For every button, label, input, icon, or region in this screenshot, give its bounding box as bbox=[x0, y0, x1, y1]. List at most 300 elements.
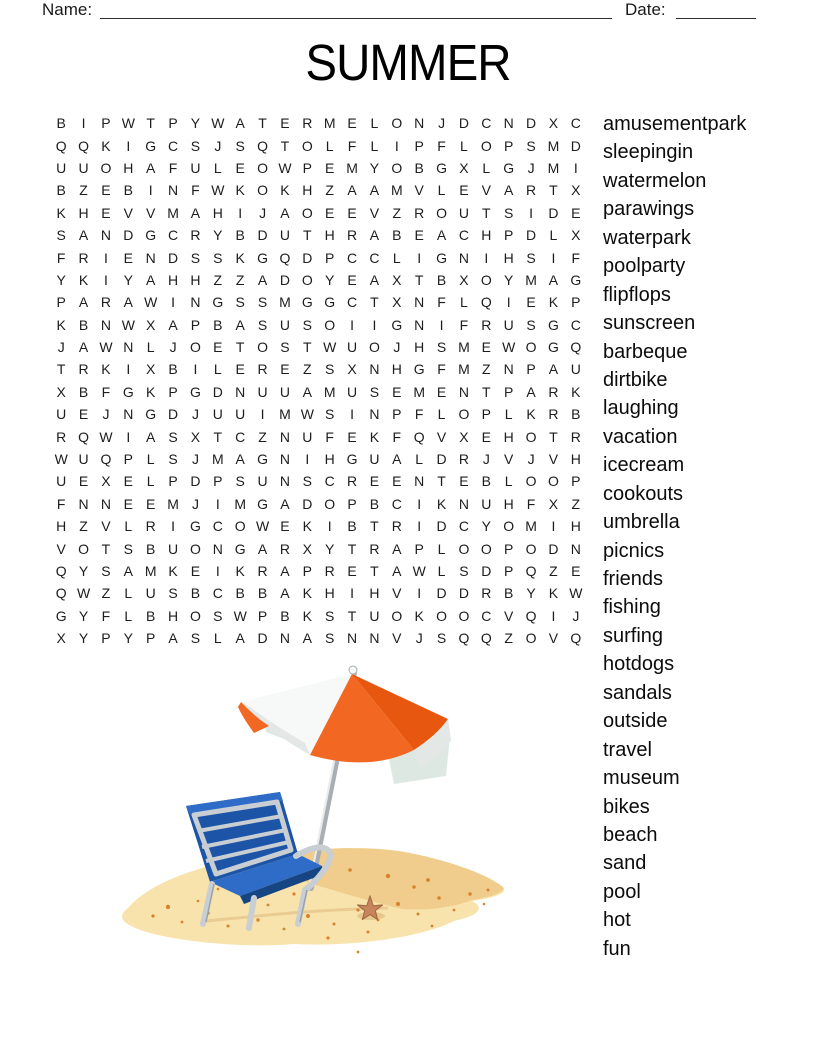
grid-cell: D bbox=[302, 249, 313, 266]
grid-cell: W bbox=[211, 182, 225, 199]
grid-cell: R bbox=[481, 585, 492, 602]
grid-cell: V bbox=[369, 204, 380, 221]
grid-cell: S bbox=[325, 406, 335, 423]
grid-cell: U bbox=[347, 383, 358, 400]
grid-cell: L bbox=[370, 137, 379, 154]
grid-cell: S bbox=[436, 630, 447, 647]
grid-cell: U bbox=[369, 451, 380, 468]
grid-cell: C bbox=[324, 473, 335, 490]
grid-cell: O bbox=[301, 137, 313, 154]
grid-cell: S bbox=[302, 316, 312, 333]
word-list-item: waterpark bbox=[603, 226, 691, 249]
grid-cell: K bbox=[78, 271, 89, 288]
grid-cell: E bbox=[459, 182, 469, 199]
grid-cell: T bbox=[370, 563, 379, 579]
grid-cell: E bbox=[347, 428, 357, 445]
grid-cell: T bbox=[213, 428, 223, 445]
grid-cell: E bbox=[280, 115, 290, 132]
grid-cell: G bbox=[391, 316, 403, 333]
grid-cell: L bbox=[437, 563, 446, 579]
grid-cell: W bbox=[76, 585, 91, 602]
grid-cell: P bbox=[325, 249, 335, 266]
grid-cell: R bbox=[324, 563, 335, 579]
word-list-item: bikes bbox=[603, 795, 650, 818]
grid-cell: A bbox=[369, 227, 380, 244]
grid-cell: S bbox=[325, 630, 335, 647]
grid-cell: E bbox=[347, 115, 357, 132]
grid-cell: Q bbox=[78, 137, 89, 154]
grid-cell: S bbox=[168, 451, 178, 468]
grid-cell: M bbox=[167, 495, 179, 512]
word-list-item: amusementpark bbox=[603, 113, 747, 135]
grid-cell: I bbox=[148, 182, 153, 199]
word-list-item: pool bbox=[603, 880, 641, 903]
grid-cell: F bbox=[56, 495, 66, 512]
puzzle-grid bbox=[50, 112, 587, 650]
grid-cell: A bbox=[280, 495, 290, 512]
grid-cell: K bbox=[302, 607, 312, 624]
word-list-item: sandals bbox=[603, 681, 672, 704]
grid-cell: N bbox=[414, 473, 425, 490]
grid-cell: G bbox=[346, 451, 358, 468]
grid-cell: Z bbox=[571, 495, 581, 512]
grid-cell: X bbox=[101, 473, 111, 490]
grid-cell: N bbox=[570, 540, 581, 557]
grid-cell: O bbox=[391, 115, 403, 132]
grid-cell: Y bbox=[56, 271, 66, 288]
grid-cell: T bbox=[482, 383, 491, 400]
word-list-item: museum bbox=[603, 767, 680, 790]
grid-cell: U bbox=[168, 540, 179, 557]
grid-cell: L bbox=[460, 137, 468, 154]
grid-cell: J bbox=[214, 137, 222, 154]
grid-cell: W bbox=[569, 585, 583, 602]
grid-cell: U bbox=[279, 227, 290, 244]
grid-cell: I bbox=[215, 495, 220, 512]
grid-cell: A bbox=[235, 630, 245, 647]
grid-cell: P bbox=[168, 473, 178, 490]
grid-cell: P bbox=[504, 563, 514, 579]
grid-cell: F bbox=[56, 249, 66, 266]
grid-cell: P bbox=[190, 316, 201, 333]
grid-cell: A bbox=[190, 204, 201, 221]
grid-cell: A bbox=[168, 316, 178, 333]
grid-cell: V bbox=[101, 518, 111, 535]
grid-cell: B bbox=[213, 316, 223, 333]
grid-cell: A bbox=[78, 294, 89, 311]
grid-cell: X bbox=[548, 115, 559, 132]
grid-cell: P bbox=[526, 361, 536, 378]
grid-cell: K bbox=[56, 204, 66, 221]
grid-cell: V bbox=[504, 451, 514, 468]
grid-cell: S bbox=[213, 249, 223, 266]
grid-cell: C bbox=[481, 115, 492, 132]
grid-cell: P bbox=[101, 115, 111, 132]
grid-cell: J bbox=[102, 406, 110, 423]
grid-cell: Q bbox=[480, 294, 492, 311]
grid-cell: I bbox=[126, 428, 131, 445]
grid-cell: V bbox=[392, 585, 402, 602]
grid-cell: O bbox=[525, 339, 537, 356]
grid-cell: I bbox=[573, 159, 578, 176]
grid-cell: T bbox=[414, 271, 424, 288]
grid-cell: G bbox=[257, 495, 268, 512]
grid-cell: K bbox=[235, 249, 245, 266]
grid-cell: G bbox=[257, 451, 268, 468]
grid-cell: E bbox=[526, 294, 536, 311]
grid-cell: O bbox=[324, 495, 336, 512]
grid-cell: U bbox=[235, 406, 246, 423]
grid-cell: B bbox=[56, 182, 66, 199]
grid-cell: T bbox=[549, 428, 558, 445]
grid-cell: E bbox=[123, 495, 133, 512]
grid-cell: Y bbox=[504, 271, 514, 288]
grid-cell: X bbox=[459, 428, 469, 445]
grid-cell: Q bbox=[78, 428, 89, 445]
grid-cell: P bbox=[168, 115, 178, 132]
grid-cell: Y bbox=[325, 271, 335, 288]
grid-cell: I bbox=[103, 271, 108, 288]
grid-cell: W bbox=[211, 115, 225, 132]
grid-cell: A bbox=[548, 361, 559, 378]
grid-cell: S bbox=[257, 316, 268, 333]
grid-cell: R bbox=[302, 115, 313, 132]
grid-cell: E bbox=[459, 473, 469, 490]
grid-cell: N bbox=[414, 294, 425, 311]
grid-cell: B bbox=[347, 518, 357, 535]
grid-cell: B bbox=[235, 227, 245, 244]
grid-cell: S bbox=[56, 227, 66, 244]
grid-cell: K bbox=[235, 563, 245, 579]
grid-cell: O bbox=[189, 540, 201, 557]
grid-cell: N bbox=[235, 383, 246, 400]
grid-cell: P bbox=[504, 137, 514, 154]
grid-cell: E bbox=[481, 339, 491, 356]
grid-cell: I bbox=[103, 249, 108, 266]
grid-cell: Q bbox=[525, 563, 537, 579]
grid-cell: N bbox=[279, 630, 290, 647]
grid-cell: Z bbox=[79, 518, 88, 535]
grid-cell: R bbox=[526, 182, 537, 199]
grid-cell: Q bbox=[257, 137, 268, 154]
grid-cell: E bbox=[325, 204, 335, 221]
grid-cell: K bbox=[436, 495, 447, 512]
grid-cell: C bbox=[212, 518, 223, 535]
grid-cell: G bbox=[145, 227, 157, 244]
grid-cell: R bbox=[548, 406, 559, 423]
grid-cell: D bbox=[190, 473, 201, 490]
grid-cell: S bbox=[123, 540, 133, 557]
grid-cell: M bbox=[525, 271, 537, 288]
grid-cell: P bbox=[101, 630, 111, 647]
grid-cell: Z bbox=[504, 630, 513, 647]
grid-cell: O bbox=[257, 339, 268, 356]
grid-cell: C bbox=[570, 316, 581, 333]
grid-cell: I bbox=[238, 204, 243, 221]
grid-cell: S bbox=[436, 339, 447, 356]
grid-cell: N bbox=[279, 451, 290, 468]
grid-cell: L bbox=[325, 137, 334, 154]
grid-cell: T bbox=[303, 227, 312, 244]
grid-cell: M bbox=[547, 137, 560, 154]
grid-cell: P bbox=[347, 495, 357, 512]
grid-cell: G bbox=[413, 361, 425, 378]
grid-cell: B bbox=[168, 361, 178, 378]
grid-cell: M bbox=[323, 115, 336, 132]
grid-cell: O bbox=[257, 159, 268, 176]
grid-cell: O bbox=[458, 540, 470, 557]
grid-cell: X bbox=[190, 428, 201, 445]
name-write-line bbox=[100, 18, 612, 19]
grid-cell: A bbox=[280, 585, 290, 602]
grid-cell: Z bbox=[79, 182, 88, 199]
grid-cell: E bbox=[571, 563, 581, 579]
grid-cell: D bbox=[548, 204, 559, 221]
grid-cell: D bbox=[436, 451, 447, 468]
grid-cell: N bbox=[168, 182, 179, 199]
grid-cell: A bbox=[146, 271, 156, 288]
grid-cell: Q bbox=[525, 607, 537, 624]
grid-cell: X bbox=[459, 159, 469, 176]
grid-cell: Y bbox=[78, 607, 89, 624]
grid-cell: D bbox=[168, 249, 179, 266]
grid-cell: Q bbox=[480, 630, 492, 647]
grid-cell: R bbox=[548, 383, 559, 400]
grid-cell: S bbox=[459, 563, 469, 579]
grid-cell: D bbox=[548, 540, 559, 557]
grid-cell: J bbox=[527, 159, 535, 176]
grid-cell: D bbox=[257, 630, 268, 647]
grid-cell: M bbox=[458, 339, 470, 356]
grid-cell: O bbox=[480, 137, 492, 154]
word-list bbox=[603, 110, 746, 963]
grid-cell: O bbox=[324, 316, 336, 333]
grid-cell: G bbox=[436, 249, 447, 266]
grid-cell: M bbox=[279, 294, 291, 311]
grid-cell: H bbox=[369, 585, 380, 602]
grid-cell: H bbox=[414, 339, 425, 356]
grid-cell: Y bbox=[325, 540, 335, 557]
grid-cell: H bbox=[503, 495, 514, 512]
grid-cell: P bbox=[213, 473, 223, 490]
grid-cell: P bbox=[392, 406, 402, 423]
grid-cell: J bbox=[259, 204, 267, 221]
grid-cell: C bbox=[570, 115, 581, 132]
grid-cell: H bbox=[503, 428, 514, 445]
grid-cell: T bbox=[235, 339, 245, 356]
grid-cell: U bbox=[279, 316, 290, 333]
grid-cell: Q bbox=[458, 630, 470, 647]
grid-cell: L bbox=[437, 540, 446, 557]
grid-cell: R bbox=[100, 294, 111, 311]
grid-cell: Z bbox=[392, 204, 402, 221]
grid-cell: L bbox=[392, 249, 401, 266]
grid-cell: W bbox=[502, 339, 516, 356]
grid-cell: N bbox=[100, 227, 111, 244]
grid-cell: L bbox=[146, 451, 155, 468]
grid-cell: A bbox=[146, 428, 156, 445]
grid-cell: O bbox=[100, 159, 112, 176]
grid-cell: I bbox=[350, 406, 354, 423]
grid-cell: P bbox=[414, 137, 424, 154]
grid-cell: M bbox=[234, 495, 247, 512]
grid-cell: H bbox=[324, 585, 335, 602]
grid-cell: K bbox=[235, 182, 245, 199]
grid-cell: D bbox=[257, 227, 268, 244]
grid-cell: O bbox=[234, 518, 246, 535]
grid-cell: A bbox=[347, 182, 357, 199]
grid-cell: N bbox=[100, 316, 111, 333]
grid-cell: R bbox=[347, 227, 358, 244]
grid-cell: N bbox=[279, 428, 290, 445]
grid-cell: S bbox=[325, 361, 335, 378]
grid-cell: U bbox=[56, 473, 67, 490]
grid-cell: U bbox=[302, 428, 313, 445]
grid-cell: E bbox=[347, 563, 357, 579]
grid-cell: A bbox=[392, 540, 402, 557]
grid-cell: U bbox=[279, 383, 290, 400]
grid-cell: Y bbox=[123, 630, 133, 647]
grid-cell: F bbox=[414, 406, 424, 423]
grid-cell: R bbox=[78, 361, 89, 378]
grid-cell: F bbox=[571, 249, 581, 266]
grid-cell: P bbox=[571, 473, 581, 490]
grid-cell: L bbox=[124, 585, 133, 602]
grid-cell: B bbox=[78, 383, 89, 400]
grid-cell: B bbox=[257, 585, 268, 602]
grid-cell: P bbox=[146, 630, 156, 647]
grid-cell: Q bbox=[100, 451, 112, 468]
grid-cell: Y bbox=[78, 563, 89, 579]
grid-cell: E bbox=[280, 361, 290, 378]
grid-cell: Y bbox=[369, 159, 380, 176]
grid-cell: N bbox=[369, 361, 380, 378]
grid-cell: A bbox=[235, 316, 245, 333]
grid-cell: I bbox=[327, 518, 332, 535]
grid-cell: B bbox=[146, 607, 156, 624]
grid-cell: O bbox=[189, 607, 201, 624]
grid-cell: U bbox=[503, 316, 514, 333]
grid-cell: V bbox=[436, 428, 447, 445]
grid-cell: M bbox=[144, 563, 157, 579]
grid-cell: M bbox=[525, 518, 537, 535]
grid-cell: B bbox=[392, 227, 402, 244]
grid-cell: I bbox=[305, 451, 310, 468]
grid-cell: C bbox=[391, 495, 402, 512]
grid-cell: W bbox=[144, 294, 158, 311]
grid-cell: X bbox=[571, 227, 581, 244]
grid-cell: D bbox=[123, 227, 134, 244]
grid-cell: F bbox=[437, 294, 446, 311]
grid-cell: B bbox=[123, 182, 133, 199]
grid-cell: J bbox=[482, 451, 490, 468]
grid-cell: U bbox=[257, 473, 268, 490]
grid-cell: R bbox=[78, 249, 89, 266]
grid-cell: X bbox=[56, 383, 66, 400]
grid-cell: M bbox=[211, 451, 224, 468]
grid-cell: A bbox=[369, 271, 380, 288]
grid-cell: B bbox=[280, 607, 290, 624]
grid-cell: Y bbox=[213, 227, 223, 244]
grid-cell: R bbox=[145, 518, 156, 535]
grid-cell: I bbox=[215, 563, 220, 579]
word-list-item: surfing bbox=[603, 624, 664, 647]
grid-cell: G bbox=[570, 271, 582, 288]
grid-cell: Z bbox=[213, 271, 223, 288]
grid-cell: M bbox=[323, 383, 336, 400]
grid-cell: O bbox=[391, 607, 403, 624]
word-list-item: sand bbox=[603, 852, 647, 875]
grid-cell: J bbox=[191, 451, 199, 468]
grid-cell: D bbox=[458, 585, 469, 602]
grid-cell: E bbox=[369, 473, 380, 490]
grid-cell: Y bbox=[526, 585, 536, 602]
grid-cell: A bbox=[123, 563, 133, 579]
grid-cell: U bbox=[369, 607, 380, 624]
grid-cell: B bbox=[414, 159, 424, 176]
grid-cell: D bbox=[526, 115, 537, 132]
grid-cell: D bbox=[212, 383, 223, 400]
grid-cell: E bbox=[481, 428, 491, 445]
word-list-item: beach bbox=[603, 823, 658, 846]
grid-cell: O bbox=[391, 159, 403, 176]
grid-cell: K bbox=[168, 563, 178, 579]
grid-cell: S bbox=[235, 473, 245, 490]
grid-cell: S bbox=[190, 249, 201, 266]
grid-cell: D bbox=[436, 518, 447, 535]
grid-cell: R bbox=[56, 428, 67, 445]
beach-illustration bbox=[58, 658, 518, 968]
grid-cell: I bbox=[350, 585, 354, 602]
grid-cell: H bbox=[123, 159, 134, 176]
grid-cell: S bbox=[504, 204, 514, 221]
grid-cell: S bbox=[168, 428, 178, 445]
grid-cell: L bbox=[213, 159, 222, 176]
grid-cell: H bbox=[570, 518, 581, 535]
grid-cell: U bbox=[78, 451, 89, 468]
grid-cell: I bbox=[417, 249, 422, 266]
grid-cell: I bbox=[193, 361, 198, 378]
umbrella-canopy bbox=[238, 666, 451, 767]
grid-cell: Q bbox=[570, 339, 582, 356]
grid-cell: C bbox=[481, 607, 492, 624]
grid-cell: B bbox=[190, 585, 201, 602]
grid-cell: A bbox=[146, 159, 156, 176]
grid-cell: N bbox=[123, 406, 134, 423]
grid-cell: P bbox=[56, 294, 66, 311]
grid-cell: L bbox=[146, 339, 155, 356]
grid-cell: F bbox=[347, 137, 357, 154]
grid-cell: A bbox=[78, 227, 89, 244]
grid-cell: C bbox=[168, 137, 179, 154]
grid-cell: P bbox=[123, 451, 133, 468]
grid-cell: Q bbox=[55, 137, 67, 154]
grid-cell: Q bbox=[55, 585, 67, 602]
grid-cell: H bbox=[190, 271, 201, 288]
grid-cell: S bbox=[213, 607, 223, 624]
grid-cell: H bbox=[324, 227, 335, 244]
grid-cell: N bbox=[503, 361, 514, 378]
grid-cell: X bbox=[146, 361, 156, 378]
grid-cell: I bbox=[551, 607, 556, 624]
grid-cell: E bbox=[235, 159, 245, 176]
grid-cell: C bbox=[235, 428, 246, 445]
word-list-item: fishing bbox=[603, 596, 661, 619]
grid-cell: H bbox=[391, 361, 402, 378]
grid-cell: O bbox=[458, 607, 470, 624]
grid-cell: G bbox=[145, 406, 157, 423]
grid-cell: A bbox=[123, 294, 133, 311]
